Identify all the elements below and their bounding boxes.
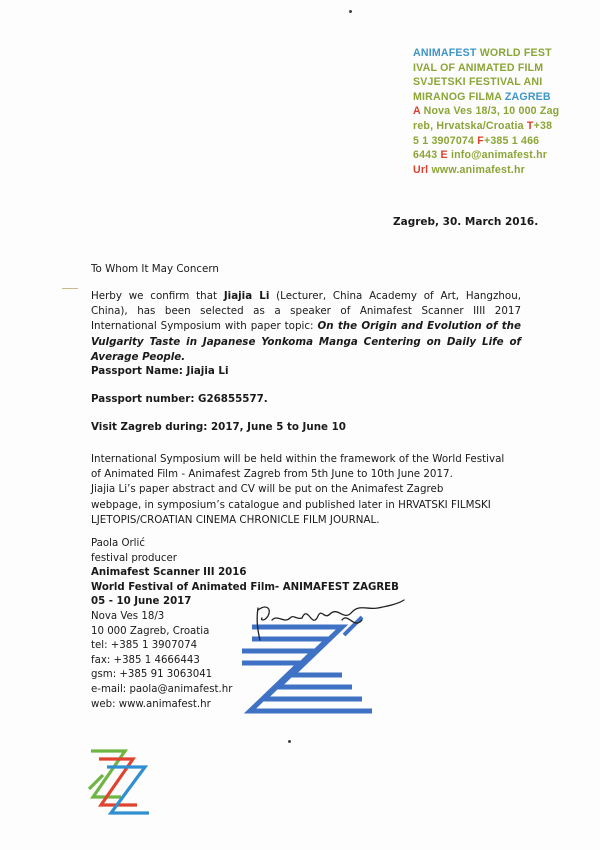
letterhead-line-2: IVAL OF ANIMATED FILM [413, 61, 544, 74]
letterhead-line-7: 5 1 3907074 F+385 1 466 [413, 134, 540, 147]
scan-speck [349, 10, 352, 13]
signer-role: festival producer [91, 552, 177, 564]
mobile: gsm: +385 91 3063041 [91, 669, 213, 681]
animafest-logo [85, 745, 155, 817]
letterhead-line-6: reb, Hrvatska/Croatia T+38 [413, 119, 553, 132]
address-line-2: 10 000 Zagreb, Croatia [91, 625, 210, 637]
letterhead-line-9: Url www.animafest.hr [413, 163, 525, 176]
letter-date: Zagreb, 30. March 2016. [393, 216, 539, 228]
speaker-name: Jiajia Li [223, 290, 270, 302]
symposium-paragraph: International Symposium will be held within the framework of the World Festival of Animated Film - Animafest Zagreb from 5th June to 10th June 2017. Jiajia Li’s paper abstract and CV will be put on the Animafest Zagreb webpage, in symposium’s catalogue and published later in HRVATSKI FILMSKI LJETOPIS/CROATIAN CINEMA CHRONICLE FILM JOURNAL. [91, 453, 505, 526]
event-name: Animafest Scanner III 2016 [91, 567, 247, 579]
confirmation-paragraph: Herby we confirm that Jiajia Li (Lecturer, China Academy of Art, Hangzhou, China), has been selected as a speaker of Animafest Scanner IIII 2017 International Symposium with paper topic: On the Origin and Evolution of the Vulgarity Taste in Japanese Yonkoma Manga Centering on Daily Life of Average People. [91, 290, 521, 363]
letterhead-line-5: A Nova Ves 18/3, 10 000 Zag [413, 105, 560, 118]
passport-number: Passport number: G26855577. [91, 393, 268, 405]
paper-topic: On the Origin and Evolution of the Vulgarity Taste in Japanese Yonkoma Manga Centering on Daily Life of Average People. [91, 320, 521, 363]
margin-mark [62, 288, 78, 289]
festival-dates: 05 - 10 June 2017 [91, 596, 192, 608]
salutation: To Whom It May Concern [91, 263, 219, 275]
fax: fax: +385 1 4666443 [91, 654, 200, 666]
letterhead-line-1: ANIMAFEST WORLD FEST [413, 47, 552, 59]
letterhead [413, 46, 578, 177]
festival-name: World Festival of Animated Film- ANIMAFEST ZAGREB [91, 581, 399, 593]
visit-dates: Visit Zagreb during: 2017, June 5 to June 10 [91, 421, 346, 433]
letterhead-line-3: SVJETSKI FESTIVAL ANI [413, 76, 543, 89]
signature-block [91, 537, 411, 712]
letterhead-line-8: 6443 E info@animafest.hr [413, 149, 548, 162]
address-line-1: Nova Ves 18/3 [91, 610, 165, 622]
scan-speck [288, 740, 291, 743]
telephone: tel: +385 1 3907074 [91, 640, 198, 652]
website: web: www.animafest.hr [91, 698, 211, 710]
signer-name: Paola Orlić [91, 538, 145, 549]
passport-name: Passport Name: Jiajia Li [91, 365, 229, 377]
email: e-mail: paola@animafest.hr [91, 683, 233, 695]
letterhead-line-4: MIRANOG FILMA ZAGREB [413, 90, 551, 103]
